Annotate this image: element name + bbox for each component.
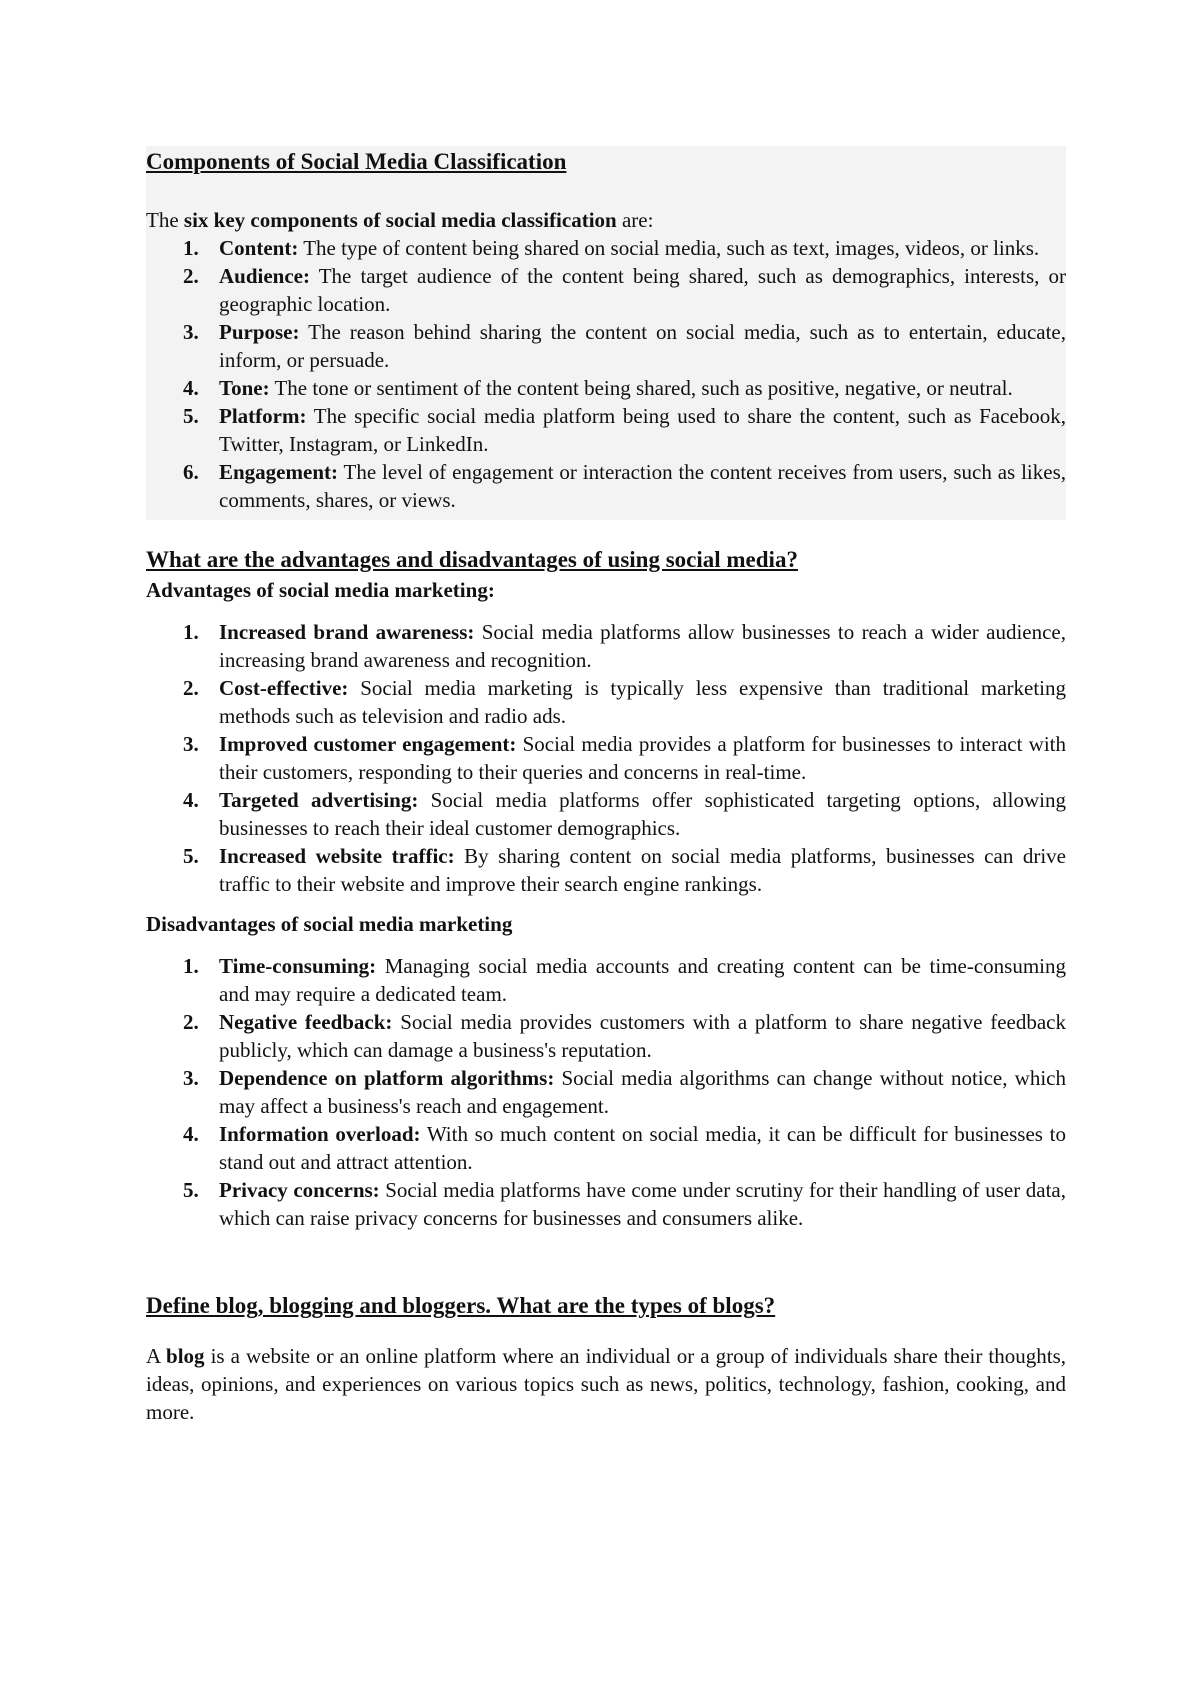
list-number: 3. xyxy=(183,1066,199,1090)
list-text: By sharing content on social media platforms, businesses can drive traffic to their website and improve their search engine rankings. xyxy=(219,844,1067,896)
list-text: The type of content being shared on social media, such as text, images, videos, or links. xyxy=(298,236,1040,260)
list-text: The reason behind sharing the content on social media, such as to entertain, educate, inform, or persuade. xyxy=(219,320,1066,372)
disadvantages-list xyxy=(146,952,1066,1232)
list-text: The tone or sentiment of the content being shared, such as positive, negative, or neutral. xyxy=(269,376,1013,400)
disadvantage-item xyxy=(183,1120,1066,1176)
list-term: Time-consuming: xyxy=(219,954,377,978)
advantages-list xyxy=(146,618,1066,898)
advantages-disadvantages-heading: What are the advantages and disadvantages of using social media? xyxy=(146,547,798,572)
list-number: 4. xyxy=(183,788,199,812)
list-number: 1. xyxy=(183,620,199,644)
list-term: Audience: xyxy=(219,264,310,288)
list-number: 3. xyxy=(183,320,199,344)
list-term: Content: xyxy=(219,236,299,260)
list-number: 2. xyxy=(183,1010,199,1034)
document-page xyxy=(146,146,1066,1426)
advantage-item xyxy=(183,674,1066,730)
list-text: Social media platforms allow businesses to reach a wider audience, increasing brand awareness and recognition. xyxy=(219,620,1066,672)
disadvantage-item xyxy=(183,1176,1066,1232)
component-item xyxy=(183,234,1066,262)
list-term: Improved customer engagement: xyxy=(219,732,517,756)
list-text: Social media provides a platform for businesses to interact with their customers, responding to their queries and concerns in real-time. xyxy=(219,732,1066,784)
list-number: 2. xyxy=(183,264,199,288)
list-term: Negative feedback: xyxy=(219,1010,393,1034)
list-number: 1. xyxy=(183,954,199,978)
component-item xyxy=(183,318,1066,374)
list-term: Privacy concerns: xyxy=(219,1178,380,1202)
components-intro: The six key components of social media classification are: xyxy=(146,208,654,232)
list-term: Increased website traffic: xyxy=(219,844,455,868)
components-section xyxy=(146,146,1066,520)
disadvantage-item xyxy=(183,1064,1066,1120)
list-term: Cost-effective: xyxy=(219,676,349,700)
list-number: 5. xyxy=(183,1178,199,1202)
components-list xyxy=(146,234,1066,514)
list-text: Social media marketing is typically less expensive than traditional marketing methods such as television and radio ads. xyxy=(219,676,1066,728)
spacer xyxy=(146,520,1066,544)
list-number: 4. xyxy=(183,376,199,400)
list-number: 4. xyxy=(183,1122,199,1146)
blog-heading: Define blog, blogging and bloggers. What are the types of blogs? xyxy=(146,1293,776,1318)
list-term: Tone: xyxy=(219,376,270,400)
disadvantages-title: Disadvantages of social media marketing xyxy=(146,912,513,936)
list-text: Managing social media accounts and creating content can be time-consuming and may require a dedicated team. xyxy=(219,954,1066,1006)
components-heading: Components of Social Media Classification xyxy=(146,149,567,174)
list-term: Dependence on platform algorithms: xyxy=(219,1066,555,1090)
list-term: Purpose: xyxy=(219,320,300,344)
list-text: Social media platforms offer sophisticated targeting options, allowing businesses to reach their ideal customer demographics. xyxy=(219,788,1066,840)
spacer xyxy=(146,1232,1066,1290)
component-item xyxy=(183,402,1066,458)
advantage-item xyxy=(183,730,1066,786)
advantage-item xyxy=(183,842,1067,898)
spacer xyxy=(146,898,1066,910)
spacer xyxy=(146,938,1066,952)
advantages-title: Advantages of social media marketing: xyxy=(146,578,495,602)
component-item xyxy=(183,262,1066,318)
list-text: Social media algorithms can change without notice, which may affect a business's reach and engagement. xyxy=(219,1066,1066,1118)
list-text: The target audience of the content being shared, such as demographics, interests, or geographic location. xyxy=(219,264,1066,316)
list-text: The level of engagement or interaction the content receives from users, such as likes, comments, shares, or views. xyxy=(219,460,1066,512)
spacer xyxy=(146,1322,1066,1342)
list-number: 2. xyxy=(183,676,199,700)
list-number: 1. xyxy=(183,236,199,260)
list-number: 5. xyxy=(183,844,199,868)
component-item xyxy=(183,458,1066,514)
blog-paragraph: A blog is a website or an online platform where an individual or a group of individuals share their thoughts, ideas, opinions, and experiences on various topics such as news, politics, technology, fashion, cooking, and more. xyxy=(146,1344,1066,1424)
disadvantage-item xyxy=(183,952,1066,1008)
list-number: 3. xyxy=(183,732,199,756)
list-term: Platform: xyxy=(219,404,307,428)
list-text: Social media provides customers with a platform to share negative feedback publicly, which can damage a business's reputation. xyxy=(219,1010,1066,1062)
list-term: Targeted advertising: xyxy=(219,788,419,812)
spacer xyxy=(146,178,1066,206)
list-number: 5. xyxy=(183,404,199,428)
component-item xyxy=(183,374,1066,402)
advantage-item xyxy=(183,618,1066,674)
advantage-item xyxy=(183,786,1066,842)
list-term: Increased brand awareness: xyxy=(219,620,475,644)
disadvantage-item xyxy=(183,1008,1066,1064)
list-text: Social media platforms have come under scrutiny for their handling of user data, which can raise privacy concerns for businesses and consumers alike. xyxy=(219,1178,1066,1230)
list-text: With so much content on social media, it can be difficult for businesses to stand out and attract attention. xyxy=(219,1122,1066,1174)
spacer xyxy=(146,604,1066,618)
list-term: Information overload: xyxy=(219,1122,421,1146)
list-number: 6. xyxy=(183,460,199,484)
list-text: The specific social media platform being used to share the content, such as Facebook, Twitter, Instagram, or LinkedIn. xyxy=(219,404,1066,456)
list-term: Engagement: xyxy=(219,460,338,484)
